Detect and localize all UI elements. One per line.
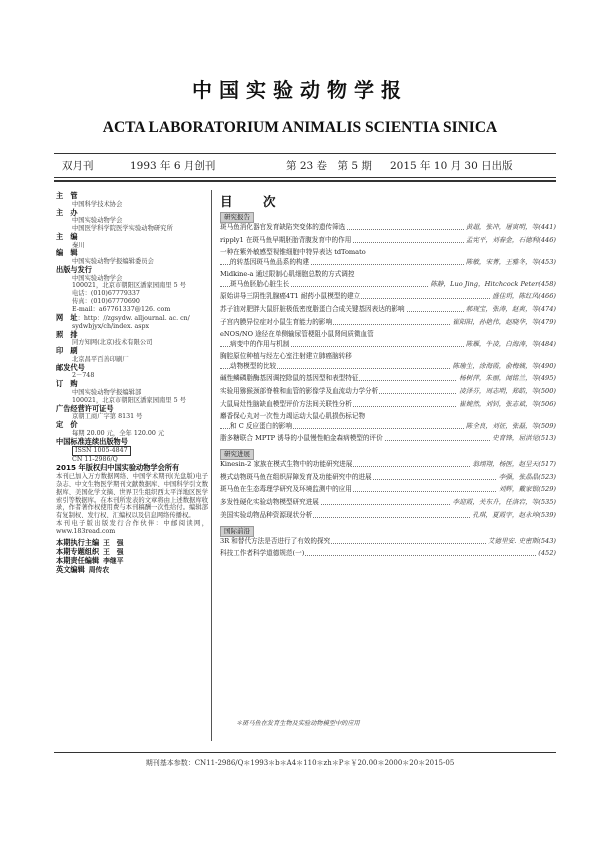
toc-entry-line [220,236,556,245]
toc-entry-line [220,340,556,349]
toc-authors-page: 翁翊翔，杨医，赵呈天(517) [472,460,556,469]
toc-entry-line [220,330,556,339]
copyright-label: 2015 年版权归中国实验动物学会所有 [56,463,180,473]
rule-1 [54,177,556,178]
bottom-rule [54,752,556,753]
editor-name: 周传农 [88,565,110,574]
toc-entry-line [220,280,556,289]
toc-entry [220,412,556,431]
toc-article-title: 一种在紫外敏感型视锥细胞中特异表达 tdTomato [220,248,366,257]
toc-authors-page: 孟宪平，刘春金，石德利(446) [465,235,556,244]
masthead-label: 主 管 [56,191,78,200]
toc-authors-page: (452) [538,549,556,558]
toc-article-title: 麝香保心丸对一次性力竭运动大鼠心肌损伤标记物 [220,412,366,421]
toc-authors-page: 陈全良，刘征，张磊，等(509) [465,421,556,430]
toc-authors-page: 黄超，张冲，屠寅明，等(441) [465,223,556,231]
toc-entry-line [220,248,556,257]
toc-authors-page: 盛佳玥，陈红风(466) [492,292,556,301]
toc-entry-line [220,511,556,520]
toc-article-title: 3R 和替代方法是否进行了有效的探究 [220,536,331,545]
masthead-value: 北京昌平百善印刷厂 [72,355,129,363]
toc-section-title: 国际前沿 [220,526,254,537]
toc-article-title: 胸腔原位种植与经左心室注射建立肺癌脑转移 [220,352,352,361]
masthead-label: 网 址 [56,313,78,323]
masthead-value: 中国实验动物学报编辑部 [72,388,142,396]
toc-article-title: 科技工作者科学道德规范(一) [220,549,305,558]
toc-entry-line [220,258,556,267]
column-divider [211,190,212,741]
toc-article-title: 动物模型的比较 [230,361,277,370]
toc-authors-page: 崔婉然，刘钊，张志斌，等(506) [459,399,556,408]
toc-article-title: 苏子油对肥胖大鼠肝脏极低密度脂蛋白合成关键基因表达的影响 [220,305,405,314]
toc-entry [220,270,556,289]
toc-entry-line [220,537,556,546]
copyright-text: 本刊已加入万方数据网络、中国学术期刊(光盘版)电子杂志、中文生物医学期刊文献数据库、中国科学引文数据库、美国化学文摘、世界卫生组织西太平洋地区医学索引等数据库。在本刊所发表的文章将由上述数据库收录，作者著作权使用费与本刊稿酬一次性给付。编辑部有复制权、发行权、汇编权以及信息网络传播权。 [56,472,208,520]
masthead-website: ：http：//zgsydw. alljournal. ac. cn/ [77,315,190,323]
masthead-value: 中国实验动物学会 [72,217,123,225]
toc-section-title: 研究报告 [220,212,254,223]
toc-article-title: 大鼠局灶性脑缺血模型评价方法间关联性分析 [220,399,352,408]
masthead-label: 邮发代号 [56,362,85,372]
masthead-fax: 传真：(010)67770690 [72,298,140,306]
toc-article-title: 子宫内膜异位症对小鼠生育能力的影响 [220,317,333,326]
toc-authors-page: 李迎霞，关东升，任洛宕，等(535) [452,498,556,507]
toc-entry [220,305,556,314]
journal-title-cn: 中国实验动物学报 [192,78,408,102]
masthead-label: 订 购 [56,379,78,389]
masthead-value: 中国科学技术协会 [72,200,123,208]
toc-entry-line [220,412,556,421]
toc-entry [220,374,556,383]
toc-entry [220,330,556,349]
toc-entry [220,223,556,232]
toc-entry [220,292,556,301]
toc-section-header [220,447,556,460]
masthead-price: 每期 20.00 元，全年 120.00 元 [72,429,165,437]
masthead-value: 同方知网(北京)技术有限公司 [72,339,153,347]
editor-role: 英文编辑 [56,564,85,574]
toc-entry-line [220,270,556,279]
toc-entry-line [220,460,556,469]
editor-list [56,539,208,575]
toc-article-title: eNOS/NO 途径在单侧输尿管梗阻小鼠肾间质微血管 [220,330,374,339]
toc-article-title: ripply1 在斑马鱼早期胚胎背腹发育中的作用 [220,235,352,244]
toc-authors-page: 崔阳阳，孙艳伟，赵晓华，等(479) [452,317,556,326]
toc-article-title: Kinesin-2 家族在模式生物中的功能研究进展 [220,460,353,469]
toc-entry [220,485,556,494]
toc-entry-line [220,305,556,314]
toc-entry [220,511,556,520]
toc-article-title: 斑马鱼在生态毒理学研究及环境监测中的应用 [220,485,352,494]
toc-entry-line [220,292,556,301]
toc-entry-line [220,549,556,558]
toc-entry-line [220,422,556,431]
masthead-label: 印 刷 [56,346,78,356]
toc-entry [220,248,556,267]
toc-article-title: 原始讲导三阴性乳腺癌4T1 耐药小鼠模型的建立 [220,292,361,301]
masthead-value: 2－748 [72,372,95,380]
toc-section-header [220,210,556,223]
toc-authors-page: 杨树萍，朱丽，闻铭兰，等(495) [459,374,556,383]
toc-entry-line [220,473,556,482]
masthead-value: 秦川 [72,241,85,249]
masthead-label: 出版与发行 [56,264,92,274]
toc-entry [220,460,556,469]
masthead-label: 主 编 [56,231,78,241]
toc-authors-page: 李强，张晶晶(523) [498,472,556,481]
toc-article-title: 和 C 反应蛋白的影响 [230,421,292,430]
toc-entry [220,387,556,396]
toc-entry [220,400,556,409]
frequency: 双月刊 [62,160,94,172]
toc-entry-line [220,362,556,371]
journal-title-en: ACTA LABORATORIUM ANIMALIS SCIENTIA SINICA [102,119,498,136]
masthead-label: 广告经营许可证号 [56,403,114,413]
masthead-email: E-mail：a67761337@126. com [72,306,171,314]
toc-article-title: 碱性鳞磷脂酶基因调控除鼠的基因型和表型特征 [220,374,359,383]
masthead [56,192,208,575]
toc-section-header [220,524,556,537]
toc-article-title: 病变中的作用与机制 [230,339,290,348]
masthead-value: 100021，北京市朝阳区潘家园南里 5 号 [72,396,186,404]
toc-section-title: 研究进展 [220,449,254,460]
toc-authors-page: 陈瑜生，涂海霞，俞梅姨，等(490) [452,361,556,370]
masthead-label: 定 价 [56,420,78,430]
masthead-label: 编 辑 [56,248,78,258]
masthead-label: 中国标准连续出版物号 [56,436,128,446]
masthead-value: 中国医学科学院医学实验动物研究所 [72,225,173,232]
toc-entry-line [220,400,556,409]
table-of-contents [220,192,556,562]
toc-article-title: 实验用猕猴颈部脊椎和血管的影像学及血流动力学分析 [220,387,379,396]
masthead-value: 中国实验动物学报编辑委员会 [72,258,154,265]
toc-entry [220,549,556,558]
masthead-value: 中国实验动物学会 [72,274,123,282]
electronic-edition-text: 本刊电子版出版发行合作伙伴：中邮阅读网，www.183read.com [56,520,208,536]
masthead-website-path: sydwbjyx/ch/index. aspx [72,322,150,330]
toc-article-title: 斑马鱼消化器官发育缺陷突变体的遗传筛选 [220,223,346,231]
editor-role: 本期专题组织 [56,547,100,556]
issn-number: ISSN 1005-4847 [72,446,131,456]
founded-date: 1993 年 6 月创刊 [130,160,216,172]
toc-gap [220,559,556,562]
editor-name: 王 强 [103,548,124,556]
toc-article-title: 模式动物斑马鱼在组织屏障发育及功能研究中的进展 [220,472,372,481]
toc-article-title: 的转基因斑马鱼品系的构建 [230,257,310,266]
toc-authors-page: 艾德里安. 史密斯(543) [487,536,556,545]
toc-article-title: Midkine-a 通过限制心肌细胞总数的方式调控 [220,270,355,279]
toc-entry [220,236,556,245]
toc-entry-line [220,434,556,443]
toc-entry-line [220,387,556,396]
toc-authors-page: 陈敏，宋菁，王雅冬，等(453) [465,257,556,266]
masthead-label: 主 办 [56,207,78,217]
editor-name: 李继平 [103,556,124,565]
toc-entry-line [220,485,556,494]
toc-article-title: 脂多糖联合 MPTP 诱导的小鼠慢性帕金森病模型的评价 [220,434,383,443]
masthead-label: 照 排 [56,329,78,339]
toc-article-title: 多发性硬化实验动物模型研究进展 [220,498,319,507]
publication-date: 2015 年 10 月 30 日出版 [390,160,513,172]
toc-authors-page: 陈雁，牛凌，白海涛，等(484) [465,339,556,348]
toc-entry [220,318,556,327]
toc-entry [220,473,556,482]
toc-authors-page: 孔琪，夏霞宇，赵永坤(539) [472,510,556,519]
masthead-value: 100021，北京市朝阳区潘家园南里 5 号 [72,282,186,290]
toc-entry-line [220,223,556,232]
toc-entry-line [220,498,556,507]
toc-entry [220,498,556,507]
journal-basic-params: 期刊基本参数：CN11-2986/Q＊1993＊b＊A4＊110＊zh＊P＊￥20.00＊2000＊20＊2015-05 [145,759,455,767]
volume-issue: 第 23 卷 第 5 期 [286,160,372,172]
toc-entry-line [220,374,556,383]
toc-article-title: 斑马鱼胚胎心脏生长 [230,279,290,288]
editor-role: 本期执行主编 [56,538,100,548]
toc-authors-page: 史育锋，屈洪觉(513) [492,434,556,443]
toc-entry [220,537,556,546]
editor-role: 本期责任编辑 [56,555,100,565]
toc-authors-page: 陈静，Luo Jing，Hitchcock Peter(458) [430,279,556,288]
editor-row [56,566,208,575]
footnote: ＊斑马鱼在发育生物及实验动物模型中的应用 [236,720,360,727]
toc-entry-line [220,318,556,327]
masthead-value: 京朝工商广字第 8131 号 [72,413,143,421]
toc-entry-line [220,352,556,361]
cn-number: CN 11-2986/Q [72,456,118,464]
toc-article-title: 美国实验动物品种资源现状分析 [220,510,313,519]
editor-name: 王 强 [103,539,124,548]
top-rule [54,153,556,154]
toc-entry [220,352,556,371]
issue-info-bar [54,158,556,174]
toc-authors-page: 郝现宝，张涛，赵爽，等(474) [465,305,556,314]
toc-authors-page: 凌泽芬，周志明，郑皓，等(500) [459,387,556,396]
toc-entry [220,434,556,443]
toc-sections [220,210,556,562]
toc-authors-page: 刘辉，戴家银(529) [498,485,556,494]
toc-heading: 目 次 [220,194,285,209]
rule-2 [54,180,556,182]
masthead-phone: 电话：(010)67779337 [72,290,140,298]
